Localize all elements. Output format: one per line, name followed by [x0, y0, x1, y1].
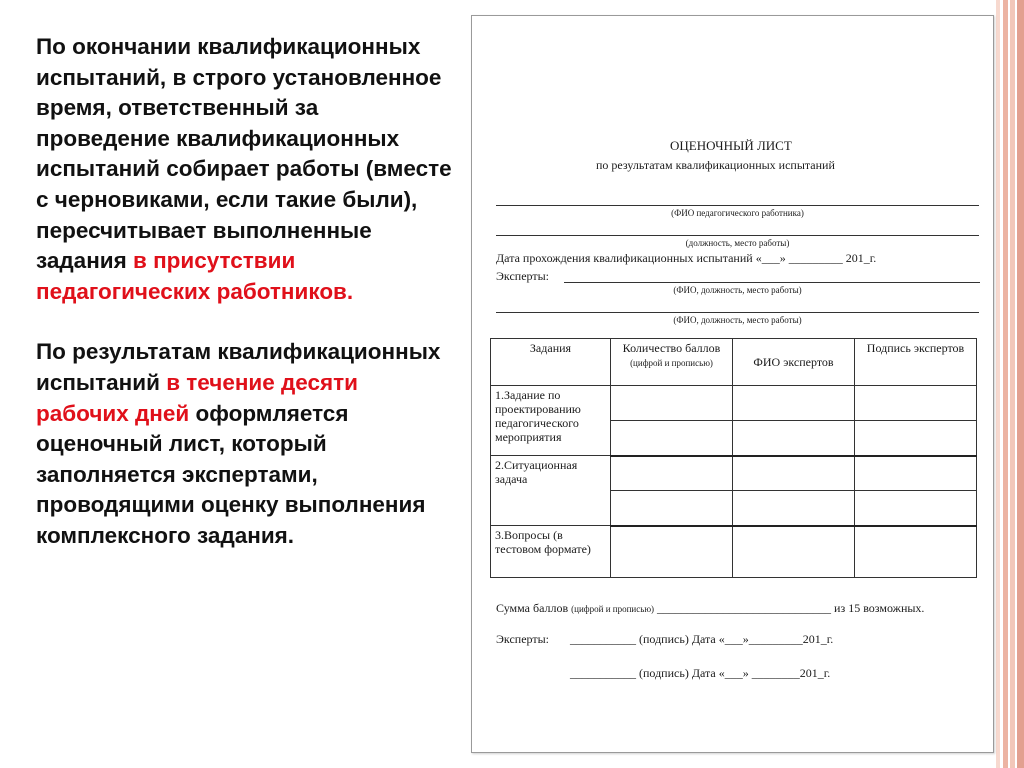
- experts-sign-label: Эксперты:: [496, 632, 550, 646]
- fio-teacher-line: [496, 205, 979, 206]
- signature-cell: [855, 386, 977, 421]
- sum-tail: из 15 возможных.: [834, 601, 925, 615]
- fio-teacher-caption: (ФИО педагогического работника): [671, 208, 804, 218]
- sheet-subtitle: по результатам квалификационных испытаний: [596, 158, 835, 172]
- experts-cell: [733, 526, 855, 578]
- score-table: [490, 338, 977, 578]
- experts-sign-line-1: ___________ (подпись) Дата «___»_________201_г.: [570, 632, 834, 646]
- assessment-sheet: [471, 15, 994, 753]
- paragraph-collection: [36, 32, 456, 307]
- paragraph-2-highlight: в течение десяти рабочих дней: [36, 369, 359, 426]
- table-row: [491, 526, 977, 578]
- score-cell: [611, 491, 733, 526]
- experts-caption-2: (ФИО, должность, место работы): [673, 315, 802, 325]
- score-cell: [611, 421, 733, 456]
- decor-stripe-3: [1010, 0, 1015, 768]
- paragraph-1-highlight: в присутствии педагогических работников.: [36, 248, 354, 304]
- task-1-cell: 1.Задание по проектированию педагогического мероприятия: [491, 386, 611, 456]
- signature-cell: [855, 421, 977, 456]
- experts-cell: [733, 456, 855, 491]
- experts-sign-line-2: ___________ (подпись) Дата «___» ________201_г.: [570, 666, 831, 680]
- decor-stripe-4: [1017, 0, 1024, 768]
- sheet-title: ОЦЕНОЧНЫЙ ЛИСТ: [670, 138, 792, 153]
- date-line: Дата прохождения квалификационных испытаний «___» _________ 201_г.: [496, 251, 877, 265]
- paragraph-1-text: По окончании квалификационных испытаний, в строго установленное время, ответственный за проведение квалификационных испытаний собирает работы (вместе с черновиками, если такие были), пересчитывает выполненные задания: [36, 34, 452, 274]
- paragraph-2-text-start: По результатам квалификационных испытаний: [36, 339, 441, 395]
- slide-body-text: [36, 32, 456, 552]
- header-score-main: Количество баллов: [622, 341, 721, 355]
- score-cell: [611, 456, 733, 491]
- experts-caption-1: (ФИО, должность, место работы): [673, 285, 802, 295]
- sum-label: Сумма баллов: [496, 601, 569, 615]
- task-3-cell: 3.Вопросы (в тестовом формате): [491, 526, 611, 578]
- experts-label: Эксперты:: [496, 269, 550, 283]
- paragraph-2-text-end: оформляется оценочный лист, который заполняется экспертами, проводящими оценку выполнения комплексного задания.: [36, 400, 426, 548]
- experts-cell: [733, 421, 855, 456]
- header-signature: Подпись экспертов: [855, 339, 977, 386]
- paragraph-results: [36, 337, 456, 551]
- signature-cell: [855, 526, 977, 578]
- table-row: [491, 386, 977, 421]
- score-cell: [611, 526, 733, 578]
- table-row: [491, 456, 977, 491]
- decor-stripe-2: [1003, 0, 1008, 768]
- experts-line-2: [496, 312, 979, 313]
- sum-line: [496, 601, 924, 616]
- sum-blank: _____________________________: [657, 601, 832, 615]
- table-header-row: [491, 339, 977, 386]
- sum-note: (цифрой и прописью): [571, 604, 655, 614]
- experts-cell: [733, 491, 855, 526]
- header-tasks: Задания: [491, 339, 611, 386]
- header-experts: ФИО экспертов: [733, 339, 855, 386]
- signature-cell: [855, 491, 977, 526]
- experts-cell: [733, 386, 855, 421]
- experts-line-1: [564, 282, 980, 283]
- signature-cell: [855, 456, 977, 491]
- task-2-cell: 2.Ситуационная задача: [491, 456, 611, 526]
- header-score-note: (цифрой и прописью): [630, 358, 713, 368]
- decor-stripe-1: [996, 0, 1000, 768]
- position-caption: (должность, место работы): [685, 238, 790, 248]
- header-score: [611, 339, 733, 386]
- score-cell: [611, 386, 733, 421]
- position-line: [496, 235, 979, 236]
